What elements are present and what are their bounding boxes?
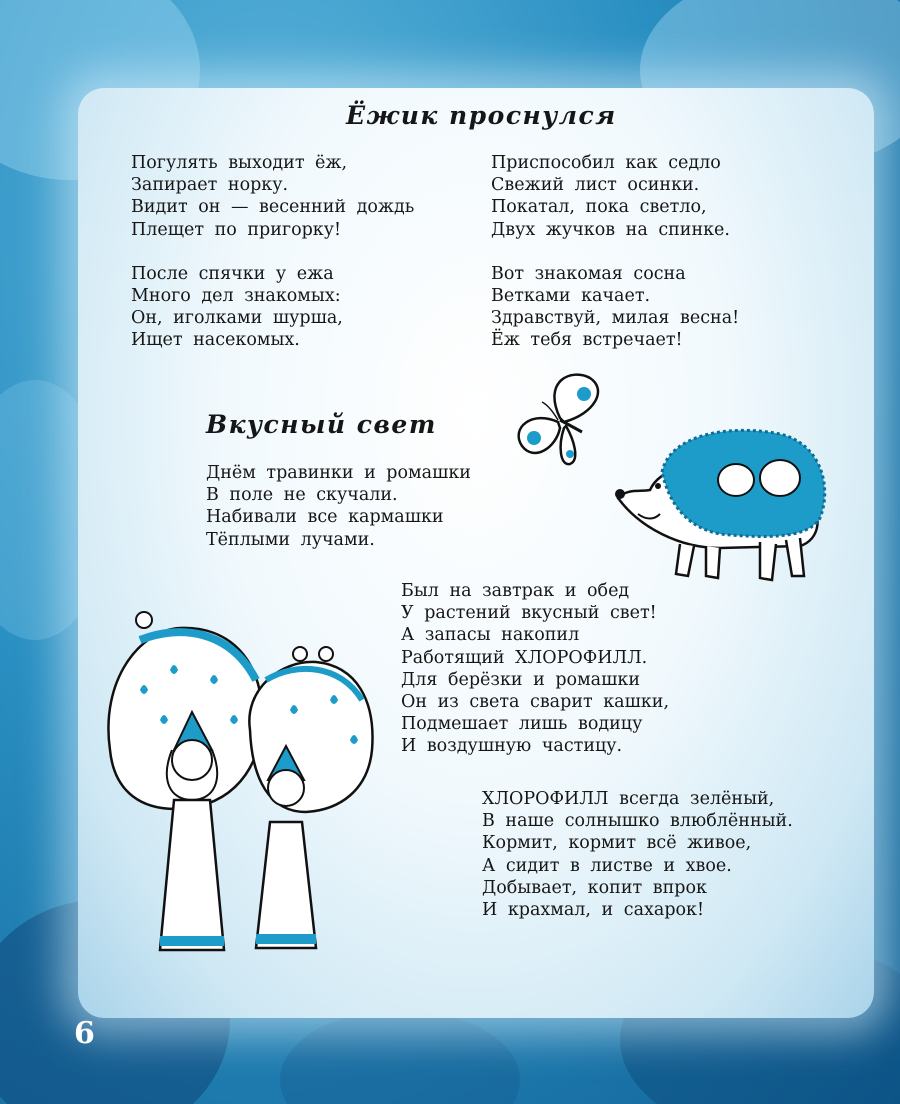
poem-line: Много дел знакомых: bbox=[131, 286, 341, 307]
poem-line: ХЛОРОФИЛЛ всегда зелёный, bbox=[482, 789, 775, 809]
page-number: 6 bbox=[74, 1016, 95, 1051]
poem-line: Набивали все кармашки bbox=[206, 507, 444, 528]
poem-line: Двух жучков на спинке. bbox=[491, 219, 730, 240]
poem-line: У растений вкусный свет! bbox=[401, 603, 657, 624]
poem-line: Вот знакомая сосна bbox=[491, 263, 686, 284]
poem-line: В поле не скучали. bbox=[206, 485, 398, 506]
poem-line: Днём травинки и ромашки bbox=[206, 463, 471, 483]
poem-line: Запирает норку. bbox=[131, 175, 289, 196]
poem1-column-left bbox=[131, 152, 414, 352]
poem-line: Работящий ХЛОРОФИЛЛ. bbox=[401, 647, 648, 668]
poem-line: А сидит в листве и хвое. bbox=[482, 855, 732, 876]
poem-line: Кормит, кормит всё живое, bbox=[482, 833, 752, 854]
poem2-stanza3 bbox=[482, 788, 793, 921]
poem-line: Тёплыми лучами. bbox=[206, 529, 375, 550]
poem1-title: Ёжик проснулся bbox=[346, 101, 617, 130]
poem-line: Он, иголками шурша, bbox=[131, 308, 343, 329]
poem1-column-right bbox=[491, 152, 739, 352]
butterfly-icon bbox=[512, 370, 612, 466]
poem-line: Ёж тебя встречает! bbox=[491, 330, 683, 351]
poem-line: В наше солнышко влюблённый. bbox=[482, 811, 793, 832]
poem2-stanza2 bbox=[401, 580, 669, 758]
hedgehog-icon bbox=[610, 428, 830, 588]
poem-line: Покатал, пока светло, bbox=[491, 197, 707, 218]
poem-line: И крахмал, и сахарок! bbox=[482, 900, 705, 921]
birch-girls-illustration bbox=[100, 600, 390, 970]
poem-line: Плещет по пригорку! bbox=[131, 219, 342, 240]
poem-line: Он из света сварит кашки, bbox=[401, 692, 670, 713]
poem-line: Погулять выходит ёж, bbox=[131, 153, 348, 173]
poem-line: Ветками качает. bbox=[491, 286, 651, 307]
poem-line: Был на завтрак и обед bbox=[401, 581, 630, 601]
poem-line: После спячки у ежа bbox=[131, 263, 334, 284]
poem-line: Добывает, копит впрок bbox=[482, 877, 707, 898]
poem-line: Свежий лист осинки. bbox=[491, 175, 700, 196]
poem-line: Подмешает лишь водицу bbox=[401, 714, 643, 735]
poem2-stanza1 bbox=[206, 462, 471, 551]
poem-line: Приспособил как седло bbox=[491, 153, 721, 173]
poem-line: Ищет насекомых. bbox=[131, 330, 300, 351]
poem-line: Видит он — весенний дождь bbox=[131, 197, 415, 218]
poem2-title: Вкусный свет bbox=[206, 410, 437, 439]
poem-line: И воздушную частицу. bbox=[401, 736, 623, 757]
poem-line: А запасы накопил bbox=[401, 625, 580, 646]
poem-line: Для берёзки и ромашки bbox=[401, 669, 640, 690]
poem-line: Здравствуй, милая весна! bbox=[491, 308, 740, 329]
